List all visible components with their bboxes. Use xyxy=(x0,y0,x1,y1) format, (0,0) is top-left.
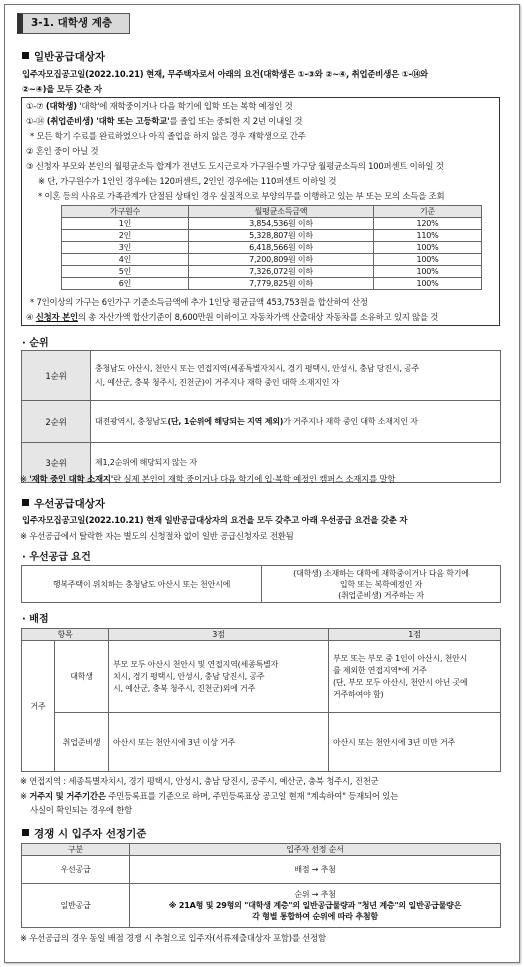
rank-text: 제1,2순위에 해당되지 않는 자 xyxy=(91,443,501,483)
table-row xyxy=(22,566,501,603)
points-header-3: 3점 xyxy=(109,629,329,641)
income-cell: 110% xyxy=(374,230,482,242)
income-cell: 7,326,072원 이하 xyxy=(189,266,374,278)
rank-text: 대전광역시, 충청남도(단, 1순위에 해당되는 지역 제외)가 거주지나 재학 중인 대학 소재지인 자 xyxy=(91,401,501,443)
priority-req-heading: · 우선공급 요건 xyxy=(22,552,91,563)
rank-text: 충청남도 아산시, 천안시 또는 연접지역(세종특별자치시, 경기 평택시, 안성시, 충남 당진시, 공주 시, 예산군, 충북 청주시, 진천군)이 거주지나 재학 중인 대학 소재지인 자 xyxy=(91,351,501,401)
income-header-standard: 기준 xyxy=(374,206,482,218)
points-residence: 거주 xyxy=(22,641,55,772)
selection-label: 일반공급 xyxy=(22,884,130,928)
table-row xyxy=(62,278,482,290)
income-cell: 3,854,536원 이하 xyxy=(189,218,374,230)
req-note-household: ※ 단, 가구원수가 1인인 경우에는 120퍼센트, 2인인 경우에는 110퍼센트 이하일 것 xyxy=(38,176,337,186)
points-label: 취업준비생 xyxy=(55,713,109,772)
selection-label: 우선공급 xyxy=(22,856,130,884)
points-note2-line2: 사실이 확인되는 경우에 한함 xyxy=(30,805,133,815)
square-bullet-icon xyxy=(22,499,29,506)
income-cell: 100% xyxy=(374,242,482,254)
points-table xyxy=(21,628,501,772)
table-row xyxy=(22,713,501,772)
req-item-2: ② 혼인 중이 아닐 것 xyxy=(26,146,99,156)
points-label: 대학생 xyxy=(55,641,109,713)
income-cell: 4인 xyxy=(62,254,189,266)
req-note-seven-plus: * 7인이상의 가구는 6인가구 기준소득금액에 추가 1인당 평균금액 453,753원을 합산하여 산정 xyxy=(30,297,368,307)
points-header-item: 항목 xyxy=(22,629,109,641)
req-item-1: ①-⑦ (대학생) '대학'에 재학중이거나 다음 학기에 입학 또는 복학 예정인 것 xyxy=(26,101,293,111)
income-cell: 7,200,809원 이하 xyxy=(189,254,374,266)
points-heading: · 배점 xyxy=(22,614,49,625)
req-item-3: ③ 신청자 부모와 본인의 월평균소득 합계가 전년도 도시근로자 가구원수별 가구당 월평균소득의 100퍼센트 이하일 것 xyxy=(26,161,444,171)
income-cell: 2인 xyxy=(62,230,189,242)
general-heading: 일반공급대상자 xyxy=(22,49,105,64)
req-item-1b: ①-⑭ (취업준비생) '대학 또는 고등학교'를 졸업 또는 중퇴한 지 2년 이내일 것 xyxy=(26,116,303,126)
priority-req-right: (대학생) 소재하는 대학에 재학중이거나 다음 학기에 입학 또는 복학예정인 자 (취업준비생) 거주하는 자 xyxy=(262,566,501,603)
rank-table xyxy=(21,350,501,483)
points-header-1: 1점 xyxy=(329,629,501,641)
selection-header-order: 입주자 선정 순서 xyxy=(130,844,501,856)
income-header-amount: 월평균소득금액 xyxy=(189,206,374,218)
square-bullet-icon xyxy=(22,829,29,836)
priority-line1: 입주자모집공고일(2022.10.21) 현재 일반공급대상자의 요건을 모두 갖추고 아래 우선공급 요건을 갖춘 자 xyxy=(22,515,408,525)
table-row xyxy=(62,230,482,242)
selection-heading: 경쟁 시 입주자 선정기준 xyxy=(22,826,146,841)
income-header-members: 가구원수 xyxy=(62,206,189,218)
req-item-4: ④ 신청자 본인의 총 자산가액 합산기준이 8,600만원 이하이고 자동차가액 산출대상 자동차를 소유하고 있지 않을 것 xyxy=(26,312,439,322)
rank-label: 3순위 xyxy=(22,443,91,483)
table-row xyxy=(62,242,482,254)
points-3-text: 부모 모두 아산시 천안시 및 연접지역(세종특별자 치시, 경기 평택시, 안성시, 충남 당진시, 공주 시, 예산군, 충북 청주시, 진천군)외에 거주 xyxy=(109,641,329,713)
priority-req-left: 행복주택이 위치하는 충청남도 아산시 또는 천안시에 xyxy=(22,566,262,603)
points-1-text: 부모 또는 부모 중 1인이 아산시, 천안시 를 제외한 연접지역*에 거주 (단, 부모 모두 아산시, 천안시 아닌 곳에 거주하여야 함) xyxy=(329,641,501,713)
points-1-text: 아산시 또는 천안시에 3년 미만 거주 xyxy=(329,713,501,772)
table-row xyxy=(22,351,501,401)
section-title: 3-1. 대학생 계층 xyxy=(17,13,130,34)
table-row xyxy=(62,254,482,266)
income-cell: 5,328,807원 이하 xyxy=(189,230,374,242)
income-cell: 100% xyxy=(374,254,482,266)
general-intro-line1: 입주자모집공고일(2022.10.21) 현재, 무주택자로서 아래의 요건(대학생은 ①-③와 ②~④, 취업준비생은 ①-⑭와 xyxy=(22,69,428,79)
income-cell: 100% xyxy=(374,278,482,290)
selection-header-type: 구분 xyxy=(22,844,130,856)
general-intro-line2: ②~④)을 모두 갖춘 자 xyxy=(22,84,102,94)
income-cell: 120% xyxy=(374,218,482,230)
table-row xyxy=(22,884,501,928)
table-row xyxy=(62,266,482,278)
table-row xyxy=(22,641,501,713)
income-cell: 6인 xyxy=(62,278,189,290)
income-cell: 100% xyxy=(374,266,482,278)
req-note-graduation: * 모든 학기 수료를 완료하였으나 아직 졸업을 하지 않은 경우 재학생으로 간주 xyxy=(30,131,306,141)
points-note2: ※ 거주지 및 거주기간은 주민등록표를 기준으로 하며, 주민등록표상 공고일 현재 "계속하여" 등재되어 있는 xyxy=(20,791,399,801)
selection-text: 순위 → 추첨 ※ 21A형 및 29형의 "대학생 계층"의 일반공급물량과 "청년 계층"의 일반공급물량은 각 형별 통합하여 순위에 따라 추첨함 xyxy=(130,884,501,928)
selection-text: 배점 → 추첨 xyxy=(130,856,501,884)
income-cell: 6,418,566원 이하 xyxy=(189,242,374,254)
table-row xyxy=(62,218,482,230)
rank-label: 2순위 xyxy=(22,401,91,443)
income-cell: 1인 xyxy=(62,218,189,230)
income-table xyxy=(61,205,482,290)
selection-table xyxy=(21,843,501,928)
rank-note: ※ '재학 중인 대학 소재지'란 실제 본인이 재학 중이거나 다음 학기에 입·복학 예정인 캠퍼스 소재지를 말함 xyxy=(20,474,396,484)
rank-heading: · 순위 xyxy=(22,338,49,349)
rank-label: 1순위 xyxy=(22,351,91,401)
table-row xyxy=(22,856,501,884)
income-cell: 7,779,825원 이하 xyxy=(189,278,374,290)
income-cell: 5인 xyxy=(62,266,189,278)
priority-line2: ※ 우선공급에서 탈락한 자는 별도의 신청절차 없이 일반 공급신청자로 전환됨 xyxy=(20,531,294,541)
points-note1: ※ 연접지역 : 세종특별자치시, 경기 평택시, 안성시, 충남 당진시, 공주시, 예산군, 충북 청주시, 진천군 xyxy=(20,776,379,786)
selection-footer: ※ 우선공급의 경우 동일 배점 경쟁 시 추첨으로 입주자(서류제출대상자 포함)를 선정함 xyxy=(20,933,326,943)
req-note-divorce: * 이혼 등의 사유로 가족관계가 단절된 상태인 경우 실질적으로 부양의무를 이행하고 있는 부 또는 모의 소득을 조회 xyxy=(38,191,445,201)
points-3-text: 아산시 또는 천안시에 3년 이상 거주 xyxy=(109,713,329,772)
table-row xyxy=(22,401,501,443)
priority-req-table xyxy=(21,565,501,603)
income-cell: 3인 xyxy=(62,242,189,254)
square-bullet-icon xyxy=(22,52,29,59)
priority-heading: 우선공급대상자 xyxy=(22,496,105,511)
